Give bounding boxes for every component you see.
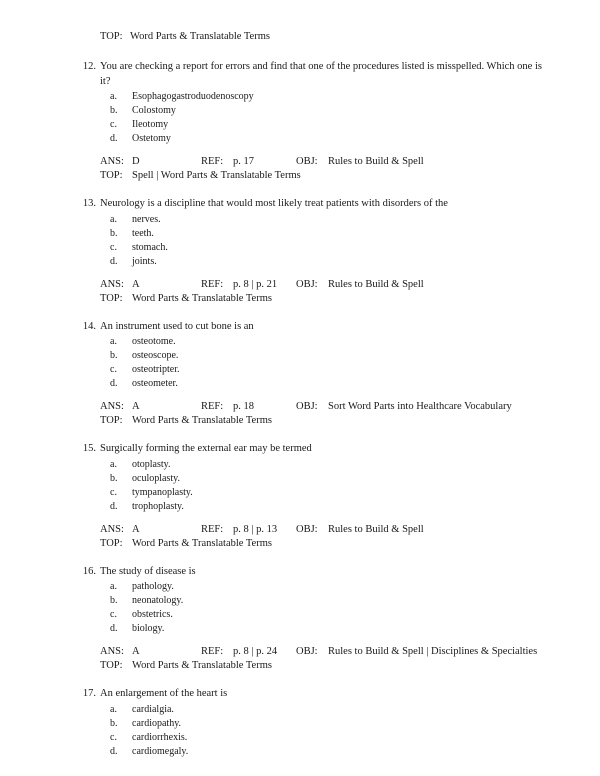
answer-metadata <box>100 523 548 551</box>
answer-option[interactable] <box>110 241 548 255</box>
answer-option[interactable] <box>110 213 548 227</box>
obj-label: OBJ: <box>296 278 318 290</box>
ans-value: A <box>132 278 140 290</box>
top-label: TOP: <box>100 660 123 671</box>
option-text: Ostetomy <box>132 133 171 144</box>
ans-label: ANS: <box>100 646 124 657</box>
option-text: osteoscope. <box>132 350 179 361</box>
question-stem: You are checking a report for errors and find that one of the procedures listed is misspelled. Which one is it? <box>100 61 542 87</box>
option-text: Esophagogastroduodenoscopy <box>132 91 254 102</box>
question-block <box>76 197 548 306</box>
ref-value-field <box>201 278 277 292</box>
question-block <box>76 442 548 551</box>
ref-value-field <box>201 400 254 414</box>
option-letter: d. <box>110 500 118 512</box>
answer-options <box>100 703 548 759</box>
answer-fields-row <box>100 523 548 537</box>
answer-options <box>100 580 548 636</box>
top-label: TOP: <box>100 415 123 426</box>
option-letter: d. <box>110 133 118 144</box>
answer-options <box>100 90 548 146</box>
question-block <box>76 687 548 759</box>
answer-fields-row <box>100 645 548 659</box>
answer-fields-row <box>100 278 548 292</box>
ans-value: A <box>132 523 140 535</box>
obj-label: OBJ: <box>296 646 318 657</box>
ref-value-field <box>201 523 277 537</box>
answer-option[interactable] <box>110 731 548 745</box>
ref-value: p. 8 | p. 21 <box>233 278 278 290</box>
answer-options <box>100 335 548 391</box>
answer-metadata <box>100 155 548 183</box>
answer-option[interactable] <box>110 608 548 622</box>
option-text: pathology. <box>132 581 174 592</box>
question-block <box>76 320 548 429</box>
option-text: osteometer. <box>132 378 178 389</box>
option-text: obstetrics. <box>132 609 173 620</box>
obj-value-field <box>296 400 512 414</box>
option-letter: a. <box>110 703 117 715</box>
ans-label: ANS: <box>100 156 124 167</box>
answer-option[interactable] <box>110 363 548 377</box>
option-letter: c. <box>110 609 117 620</box>
top-value: Word Parts & Translatable Terms <box>132 415 272 426</box>
question-stem: An instrument used to cut bone is an <box>100 320 254 332</box>
answer-option[interactable] <box>110 500 548 514</box>
answer-option[interactable] <box>110 118 548 132</box>
question-number: 13. <box>82 198 96 209</box>
option-text: joints. <box>132 255 157 267</box>
header-top-label: TOP: <box>100 31 123 42</box>
option-letter: b. <box>110 595 118 606</box>
answer-fields-row <box>100 155 548 169</box>
top-field-row <box>100 169 548 183</box>
option-letter: b. <box>110 717 118 729</box>
obj-value-field <box>296 523 424 537</box>
answer-option[interactable] <box>110 104 548 118</box>
question-block <box>76 60 548 183</box>
option-text: neonatology. <box>132 595 184 606</box>
option-text: Ileotomy <box>132 119 169 130</box>
question-number: 12. <box>82 61 96 72</box>
option-letter: d. <box>110 745 118 757</box>
option-text: cardiopathy. <box>132 717 182 729</box>
obj-value: Rules to Build & Spell <box>328 523 424 535</box>
option-letter: c. <box>110 241 117 253</box>
option-letter: b. <box>110 472 118 484</box>
question-number: 14. <box>82 320 96 332</box>
option-text: oculoplasty. <box>132 472 180 484</box>
obj-value: Rules to Build & Spell <box>328 278 424 290</box>
ans-label: ANS: <box>100 523 124 535</box>
top-field-row <box>100 659 548 673</box>
ref-value-field <box>201 155 254 169</box>
option-text: tympanoplasty. <box>132 486 193 498</box>
option-letter: a. <box>110 581 117 592</box>
option-text: biology. <box>132 623 165 634</box>
top-value: Spell | Word Parts & Translatable Terms <box>132 170 301 181</box>
answer-option[interactable] <box>110 703 548 717</box>
ref-label: REF: <box>201 278 224 290</box>
question-stem: An enlargement of the heart is <box>100 688 228 699</box>
answer-metadata <box>100 278 548 306</box>
top-field-row <box>100 292 548 306</box>
answer-option[interactable] <box>110 717 548 731</box>
answer-fields-row <box>100 400 548 414</box>
option-text: trophoplasty. <box>132 500 184 512</box>
option-letter: b. <box>110 105 118 116</box>
answer-option[interactable] <box>110 377 548 391</box>
ref-label: REF: <box>201 646 224 657</box>
header-top-value: Word Parts & Translatable Terms <box>130 31 270 42</box>
option-text: Colostomy <box>132 105 176 116</box>
answer-option[interactable] <box>110 622 548 636</box>
question-number: 16. <box>82 565 96 577</box>
answer-metadata <box>100 645 548 673</box>
running-header-top-line <box>100 30 548 44</box>
ref-label: REF: <box>201 401 224 412</box>
ans-value-field <box>100 523 140 537</box>
answer-options <box>100 458 548 514</box>
answer-option[interactable] <box>110 472 548 486</box>
ans-value-field <box>100 155 140 169</box>
obj-value: Sort Word Parts into Healthcare Vocabulary <box>328 401 512 412</box>
answer-option[interactable] <box>110 90 548 104</box>
ref-value-field <box>201 645 277 659</box>
answer-option[interactable] <box>110 745 548 759</box>
answer-option[interactable] <box>110 580 548 594</box>
ref-value: p. 18 <box>233 401 254 412</box>
answer-option[interactable] <box>110 255 548 269</box>
answer-option[interactable] <box>110 458 548 472</box>
obj-label: OBJ: <box>296 156 318 167</box>
ans-value-field <box>100 645 140 659</box>
obj-value: Rules to Build & Spell | Disciplines & Specialties <box>328 646 538 657</box>
top-label: TOP: <box>100 537 123 549</box>
top-field-row <box>100 537 548 551</box>
option-text: osteotome. <box>132 336 176 347</box>
question-stem: Surgically forming the external ear may be termed <box>100 443 312 454</box>
option-letter: c. <box>110 486 117 498</box>
answer-option[interactable] <box>110 594 548 608</box>
top-value: Word Parts & Translatable Terms <box>132 292 272 304</box>
answer-options <box>100 213 548 269</box>
answer-option[interactable] <box>110 132 548 146</box>
option-letter: a. <box>110 458 117 470</box>
obj-value-field <box>296 645 537 659</box>
question-number: 15. <box>82 443 96 454</box>
obj-value-field <box>296 155 424 169</box>
answer-option[interactable] <box>110 349 548 363</box>
answer-metadata <box>100 400 548 428</box>
questions-list <box>76 60 548 759</box>
ref-value: p. 17 <box>233 156 254 167</box>
option-text: cardiorrhexis. <box>132 731 188 743</box>
option-letter: c. <box>110 731 117 743</box>
option-text: osteotripter. <box>132 364 180 375</box>
question-stem: Neurology is a discipline that would most likely treat patients with disorders of the <box>100 198 448 209</box>
ans-value: A <box>132 646 140 657</box>
top-label: TOP: <box>100 292 123 304</box>
option-letter: a. <box>110 213 117 225</box>
top-value: Word Parts & Translatable Terms <box>132 660 272 671</box>
obj-value: Rules to Build & Spell <box>328 156 424 167</box>
top-label: TOP: <box>100 170 123 181</box>
obj-label: OBJ: <box>296 523 318 535</box>
ref-label: REF: <box>201 523 224 535</box>
option-text: otoplasty. <box>132 458 171 470</box>
ref-value: p. 8 | p. 13 <box>233 523 278 535</box>
ans-value-field <box>100 400 140 414</box>
ref-value: p. 8 | p. 24 <box>233 646 278 657</box>
option-text: cardiomegaly. <box>132 745 189 757</box>
option-letter: c. <box>110 364 117 375</box>
question-stem: The study of disease is <box>100 565 196 577</box>
option-text: nerves. <box>132 213 161 225</box>
option-letter: d. <box>110 255 118 267</box>
option-letter: d. <box>110 623 118 634</box>
option-text: teeth. <box>132 227 154 239</box>
ref-label: REF: <box>201 156 224 167</box>
option-letter: b. <box>110 227 118 239</box>
question-block <box>76 565 548 674</box>
ans-value: D <box>132 156 140 167</box>
option-text: cardialgia. <box>132 703 174 715</box>
question-number: 17. <box>82 688 96 699</box>
option-text: stomach. <box>132 241 168 253</box>
answer-option[interactable] <box>110 335 548 349</box>
option-letter: b. <box>110 350 118 361</box>
top-value: Word Parts & Translatable Terms <box>132 537 272 549</box>
obj-value-field <box>296 278 424 292</box>
ans-value: A <box>132 401 140 412</box>
ans-label: ANS: <box>100 401 124 412</box>
option-letter: a. <box>110 91 117 102</box>
option-letter: c. <box>110 119 117 130</box>
option-letter: a. <box>110 336 117 347</box>
ans-value-field <box>100 278 140 292</box>
obj-label: OBJ: <box>296 401 318 412</box>
option-letter: d. <box>110 378 118 389</box>
top-field-row <box>100 414 548 428</box>
answer-option[interactable] <box>110 227 548 241</box>
ans-label: ANS: <box>100 278 124 290</box>
answer-option[interactable] <box>110 486 548 500</box>
